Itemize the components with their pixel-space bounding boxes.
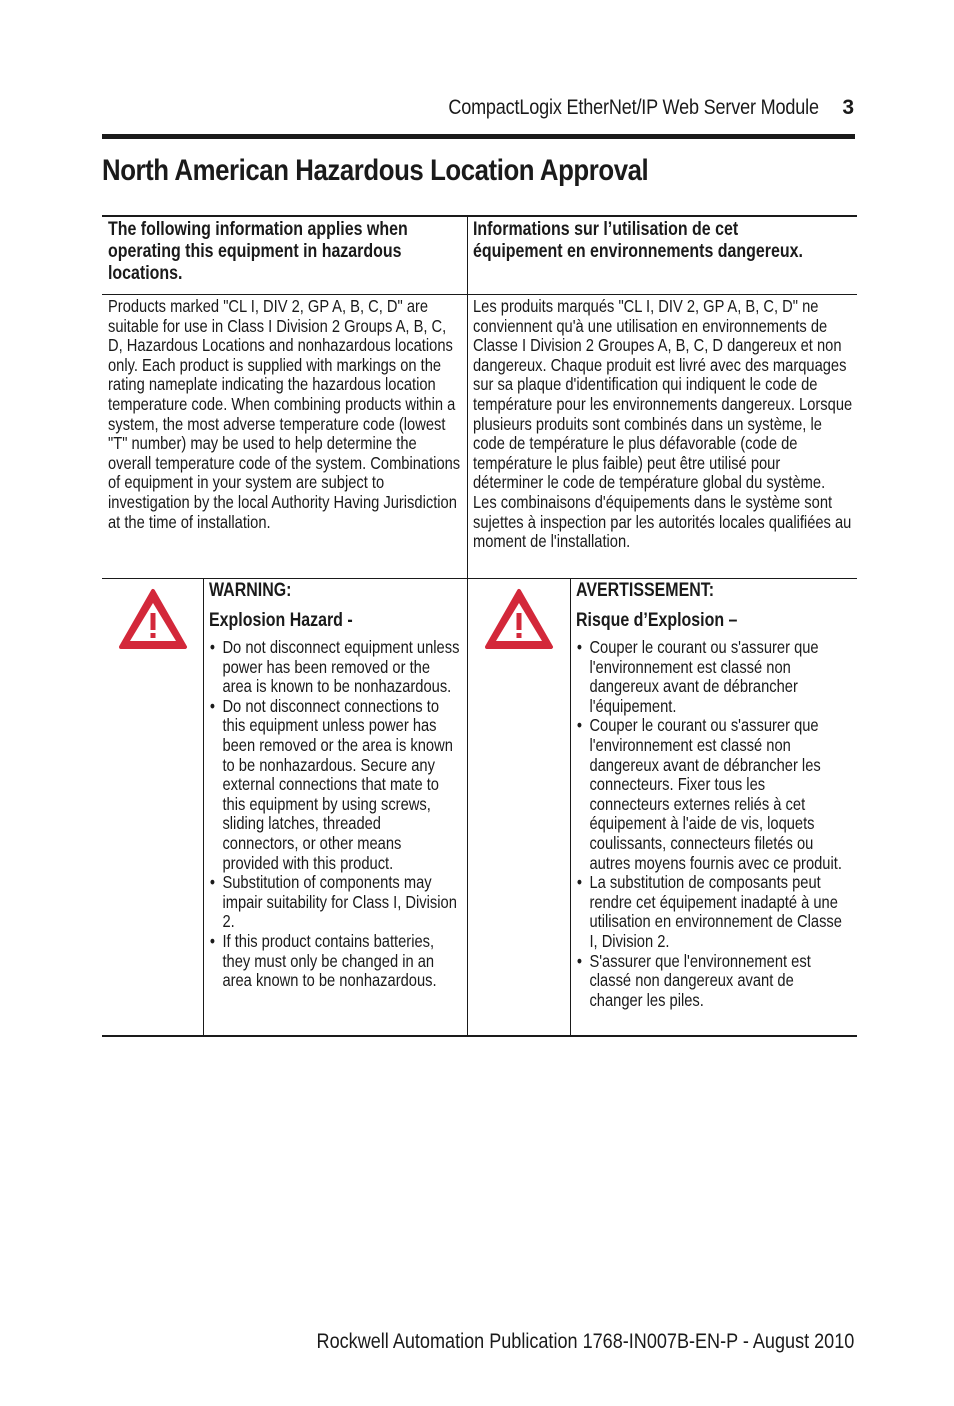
list-item: • Substitution of components may impair suitability for Class I, Division 2.: [209, 873, 461, 932]
fr-body: Les produits marqués "CL I, DIV 2, GP A, B, C, D" ne conviennent qu'à une utilisation en environnements de Classe I Division 2 Groupes A, B, C, D dangereux et non dangereux. Chaque produit est livré avec des marquages sur sa plaque d'identification qui indiquent le code de température pour les environnements dangereux. Lorsque plusieurs produits sont combinés dans un système, le code de température le plus défavorable (code de température le plus faible) peut être utilisé pour déterminer le code de température global du système. Les combinaisons d'équipements dans le système sont sujettes à inspection par les autorités locales qualifiées au moment de l'installation.: [473, 296, 853, 552]
fr-warning-subtitle: Risque d’Explosion –: [576, 610, 738, 631]
table-body-rule: [102, 578, 857, 579]
fr-heading-cell: [473, 219, 893, 263]
list-item: • If this product contains batteries, they must only be changed in an area known to be nonhazardous.: [209, 932, 461, 991]
fr-heading: Informations sur l’utilisation de cet équipement en environnements dangereux.: [473, 219, 803, 262]
en-icon-divider: [203, 579, 204, 1035]
table-bottom-rule: [102, 1035, 857, 1037]
en-body: Products marked "CL I, DIV 2, GP A, B, C, D" are suitable for use in Class I Division 2 Groups A, B, C, D, Hazardous Locations and nonhazardous locations only. Each product is supplied with markings on the rating nameplate indicating the hazardous location temperature code. When combining products within a system, the most adverse temperature code (lowest "T" number) may be used to help determine the overall temperature code of the system. Combinations of equipment in your system are subject to investigation by the local Authority Having Jurisdiction at the time of installation.: [108, 296, 461, 532]
warning-triangle-icon: [118, 588, 188, 650]
list-item: • Couper le courant ou s'assurer que l'environnement est classé non dangereux avant de débrancher l'équipement.: [576, 638, 845, 716]
list-item: • La substitution de composants peut rendre cet équipement inadapté à une utilisation en environnement de Classe I, Division 2.: [576, 873, 845, 951]
list-item: • Do not disconnect connections to this equipment unless power has been removed or the area is known to be nonhazardous. Secure any external connections that mate to this equipment by using screws, sliding latches, threaded connectors, or other means provided with this product.: [209, 697, 461, 873]
en-warning-title: WARNING:: [209, 580, 292, 601]
warning-triangle-icon: [484, 588, 554, 650]
fr-warning-title: AVERTISSEMENT:: [576, 580, 715, 601]
header-rule: [102, 134, 855, 139]
table-heading-rule: [102, 294, 857, 295]
list-item: • Couper le courant ou s'assurer que l'environnement est classé non dangereux avant de débrancher les connecteurs. Fixer tous les connecteurs externes reliés à cet équipement à l'aide de vis, loquets coulissants, connecteurs filetés ou autres moyens fournis avec ce produit.: [576, 716, 845, 873]
en-warning-subtitle: Explosion Hazard -: [209, 610, 353, 631]
en-heading: The following information applies when operating this equipment in hazardous locations.: [108, 219, 408, 284]
running-header: [448, 96, 819, 120]
en-body-cell: [108, 297, 530, 532]
page-title: North American Hazardous Location Approval: [102, 154, 649, 187]
list-item: • Do not disconnect equipment unless power has been removed or the area is known to be nonhazardous.: [209, 638, 461, 697]
en-warning-cell: [209, 580, 509, 991]
en-heading-cell: [108, 219, 528, 285]
running-header-title: CompactLogix EtherNet/IP Web Server Module: [448, 96, 819, 119]
publication-footer: Rockwell Automation Publication 1768-IN007B-EN-P - August 2010: [316, 1330, 854, 1353]
fr-body-cell: [473, 297, 925, 552]
en-warning-list: [209, 638, 461, 991]
fr-warning-list: [576, 638, 845, 1010]
fr-warning-cell: [576, 580, 896, 1010]
list-item: • S'assurer que l'environnement est classé non dangereux avant de changer les piles.: [576, 952, 845, 1011]
fr-icon-divider: [570, 579, 571, 1035]
page-number: 3: [842, 96, 854, 119]
table-top-rule: [102, 215, 857, 217]
